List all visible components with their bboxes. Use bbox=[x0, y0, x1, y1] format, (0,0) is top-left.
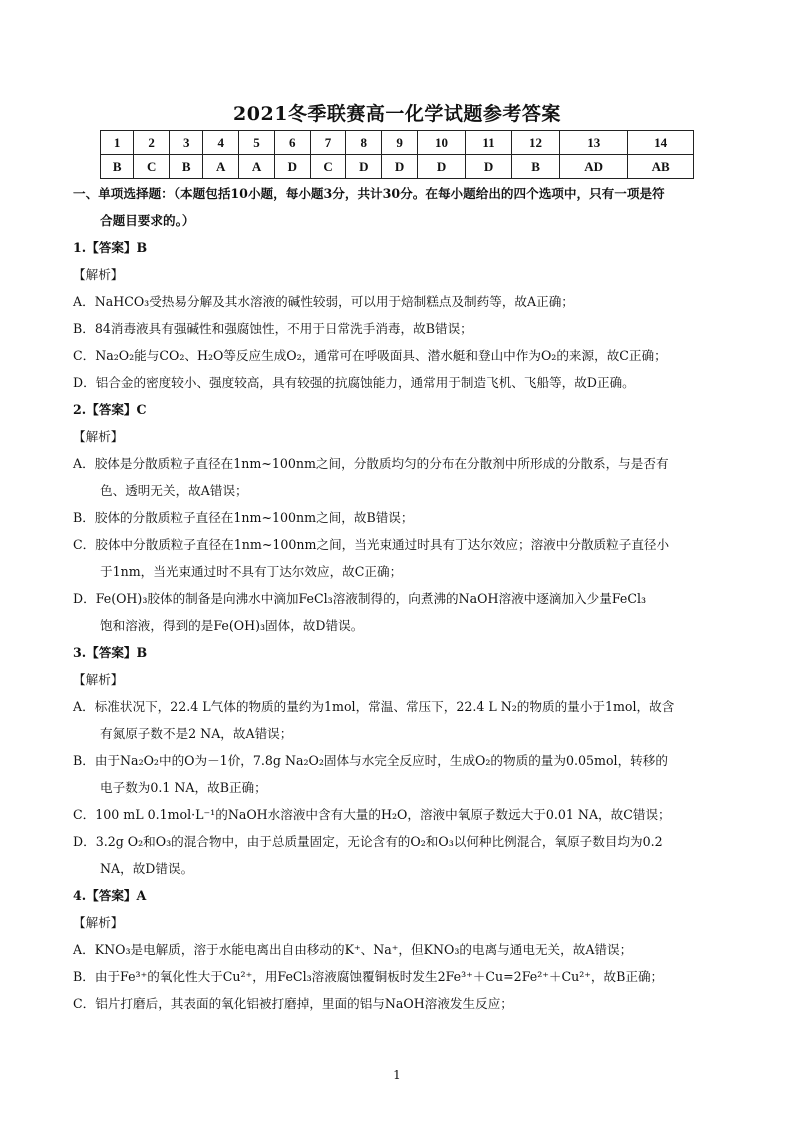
page-title: 2021冬季联赛高一化学试题参考答案 bbox=[233, 103, 561, 125]
q3-option-a-line-2: 有氮原子数不是2 NA，故A错误； bbox=[100, 726, 293, 741]
q2-answer-heading: 2.【答案】C bbox=[73, 402, 147, 417]
q4-analysis-label: 【解析】 bbox=[73, 915, 124, 930]
q2-option-a-line-1: A．胶体是分散质粒子直径在1nm~100nm之间，分散质均匀的分布在分散剂中所形成的分散系，与是否有 bbox=[73, 456, 669, 471]
q1-option-c: C．Na₂O₂能与CO₂、H₂O等反应生成O₂，通常可在呼吸面具、潜水艇和登山中作为O₂的来源，故C正确； bbox=[73, 348, 667, 363]
q3-option-d-line-2: NA，故D错误。 bbox=[100, 861, 194, 876]
answer-table-number-cell: 9 bbox=[382, 131, 418, 155]
q3-option-a-line-1: A．标准状况下，22.4 L气体的物质的量约为1mol，常温、常压下，22.4 L N₂的物质的量小于1mol，故含 bbox=[73, 699, 675, 714]
answer-table-number-cell: 6 bbox=[274, 131, 310, 155]
q1-option-a: A．NaHCO₃受热易分解及其水溶液的碱性较弱，可以用于焙制糕点及制药等，故A正确； bbox=[73, 294, 574, 309]
q3-option-b-line-2: 电子数为0.1 NA，故B正确； bbox=[100, 780, 267, 795]
q2-option-d-line-2: 饱和溶液，得到的是Fe(OH)₃固体，故D错误。 bbox=[100, 618, 364, 633]
answer-table-answer-cell: D bbox=[382, 155, 418, 179]
answer-table-answer-cell: D bbox=[466, 155, 512, 179]
q1-answer-heading: 1.【答案】B bbox=[73, 240, 148, 255]
answer-table-number-cell: 2 bbox=[134, 131, 170, 155]
q2-option-d-line-1: D．Fe(OH)₃胶体的制备是向沸水中滴加FeCl₃溶液制得的，向煮沸的NaOH溶液中逐滴加入少量FeCl₃ bbox=[73, 591, 647, 606]
answer-table-answer-cell: D bbox=[274, 155, 310, 179]
q4-answer-heading: 4.【答案】A bbox=[73, 888, 147, 903]
answer-table-answer-cell: A bbox=[203, 155, 239, 179]
section-heading-line-1: 一、单项选择题：（本题包括10小题，每小题3分，共计30分。在每小题给出的四个选项中，只有一项是符 bbox=[73, 186, 665, 201]
answer-table-number-cell: 7 bbox=[310, 131, 346, 155]
q2-analysis-label: 【解析】 bbox=[73, 429, 124, 444]
q1-option-b: B．84消毒液具有强碱性和强腐蚀性，不用于日常洗手消毒，故B错误； bbox=[73, 321, 473, 336]
answer-table-answer-cell: A bbox=[239, 155, 275, 179]
answer-table-answer-row bbox=[101, 155, 694, 179]
q4-option-c: C．铝片打磨后，其表面的氧化铝被打磨掉，里面的铝与NaOH溶液发生反应； bbox=[73, 996, 513, 1011]
q4-option-a: A．KNO₃是电解质，溶于水能电离出自由移动的K⁺、Na⁺，但KNO₃的电离与通电无关，故A错误； bbox=[73, 942, 633, 957]
q3-option-b-line-1: B．由于Na₂O₂中的O为－1价，7.8g Na₂O₂固体与水完全反应时，生成O₂的物质的量为0.05mol，转移的 bbox=[73, 753, 668, 768]
q3-analysis-label: 【解析】 bbox=[73, 672, 124, 687]
answer-table bbox=[100, 130, 694, 179]
q3-answer-heading: 3.【答案】B bbox=[73, 645, 148, 660]
answer-table-number-cell: 10 bbox=[417, 131, 465, 155]
answer-table-number-cell: 11 bbox=[466, 131, 512, 155]
answer-table-answer-cell: D bbox=[417, 155, 465, 179]
answer-table-number-cell: 4 bbox=[203, 131, 239, 155]
answer-table-number-row bbox=[101, 131, 694, 155]
section-heading-line-2: 合题目要求的。） bbox=[100, 213, 195, 228]
answer-table-number-cell: 5 bbox=[239, 131, 275, 155]
answer-table-answer-cell: AB bbox=[628, 155, 694, 179]
answer-table-answer-cell: B bbox=[101, 155, 134, 179]
answer-table-number-cell: 12 bbox=[511, 131, 559, 155]
page-number: 1 bbox=[393, 1068, 401, 1082]
answer-table-number-cell: 14 bbox=[628, 131, 694, 155]
q4-option-b: B．由于Fe³⁺的氧化性大于Cu²⁺，用FeCl₃溶液腐蚀覆铜板时发生2Fe³⁺＋Cu=2Fe²⁺＋Cu²⁺，故B正确； bbox=[73, 969, 664, 984]
q2-option-b: B．胶体的分散质粒子直径在1nm~100nm之间，故B错误； bbox=[73, 510, 414, 525]
answer-table-answer-cell: D bbox=[346, 155, 382, 179]
answer-table-number-cell: 8 bbox=[346, 131, 382, 155]
q1-option-d: D．铝合金的密度较小、强度较高，具有较强的抗腐蚀能力，通常用于制造飞机、飞船等，故D正确。 bbox=[73, 375, 635, 390]
q2-option-c-line-1: C．胶体中分散质粒子直径在1nm~100nm之间，当光束通过时具有丁达尔效应；溶液中分散质粒子直径小 bbox=[73, 537, 670, 552]
answer-table-answer-cell: AD bbox=[560, 155, 628, 179]
q1-analysis-label: 【解析】 bbox=[73, 267, 124, 282]
answer-table-answer-cell: B bbox=[511, 155, 559, 179]
answer-table-number-cell: 3 bbox=[170, 131, 203, 155]
answer-table-number-cell: 1 bbox=[101, 131, 134, 155]
q3-option-c: C．100 mL 0.1mol·L⁻¹的NaOH水溶液中含有大量的H₂O，溶液中氧原子数远大于0.01 NA，故C错误； bbox=[73, 807, 671, 822]
answer-table-answer-cell: B bbox=[170, 155, 203, 179]
answer-table-number-cell: 13 bbox=[560, 131, 628, 155]
q3-option-d-line-1: D．3.2g O₂和O₃的混合物中，由于总质量固定，无论含有的O₂和O₃以何种比例混合，氧原子数目均为0.2 bbox=[73, 834, 663, 849]
q2-option-a-line-2: 色、透明无关，故A错误； bbox=[100, 483, 248, 498]
answer-table-answer-cell: C bbox=[134, 155, 170, 179]
answer-table-answer-cell: C bbox=[310, 155, 346, 179]
q2-option-c-line-2: 于1nm，当光束通过时不具有丁达尔效应，故C正确； bbox=[100, 564, 403, 579]
